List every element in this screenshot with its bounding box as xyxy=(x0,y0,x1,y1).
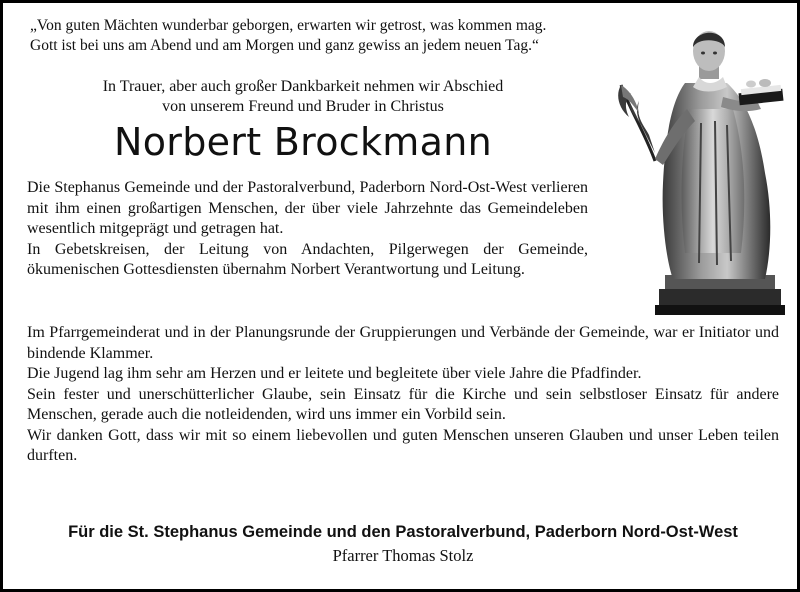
quote-line-1: „Von guten Mächten wunderbar geborgen, erwarten wir getrost, was kommen mag. xyxy=(30,17,547,34)
paragraph: Wir danken Gott, dass wir mit so einem liebevollen und guten Menschen unseren Glauben und unser Leben teilen durften. xyxy=(27,426,779,464)
intro-text xyxy=(43,77,563,117)
paragraph: Die Stephanus Gemeinde und der Pastoralverbund, Paderborn Nord-Ost-West verlieren mit ihm einen großartigen Menschen, der über viele Jahrzehnte das Gemeindeleben wesentlich mitgeprägt und getragen hat. xyxy=(27,179,588,237)
robe xyxy=(663,83,771,279)
palm-frond xyxy=(618,85,655,161)
signoff-organizations: Für die St. Stephanus Gemeinde und den Pastoralverbund, Paderborn Nord-Ost-West xyxy=(68,523,738,541)
saint-statue-image xyxy=(615,13,785,318)
intro-line-1: In Trauer, aber auch großer Dankbarkeit nehmen wir Abschied xyxy=(102,78,504,95)
bonhoeffer-quote xyxy=(30,16,640,56)
body-text-upper xyxy=(27,178,588,281)
intro-line-2: von unserem Freund und Bruder in Christus xyxy=(162,98,444,115)
deceased-name: Norbert Brockmann xyxy=(114,120,492,164)
paragraph: In Gebetskreisen, der Leitung von Andachten, Pilgerwegen der Gemeinde, ökumenischen Gottesdiensten übernahm Norbert Verantwortung und Leitung. xyxy=(27,240,588,278)
paragraph: Im Pfarrgemeinderat und in der Planungsrunde der Gruppierungen und Verbände der Gemeinde, war er Initiator und bindende Klammer. xyxy=(27,324,779,362)
pedestal xyxy=(655,275,785,315)
quote-line-2: Gott ist bei uns am Abend und am Morgen und ganz gewiss an jedem neuen Tag.“ xyxy=(30,37,539,54)
pastor-signature: Pfarrer Thomas Stolz xyxy=(332,546,474,565)
paragraph: Sein fester und unerschütterlicher Glaube, sein Einsatz für die Kirche und sein selbstloser Einsatz für andere Menschen, gerade auch die notleidenden, wird uns immer ein Vorbild sein. xyxy=(27,385,779,423)
paragraph: Die Jugend lag ihm sehr am Herzen und er leitete und begleitete über viele Jahre die Pfadfinder. xyxy=(27,365,642,382)
statue-head xyxy=(693,31,727,92)
body-text-lower xyxy=(27,323,779,467)
